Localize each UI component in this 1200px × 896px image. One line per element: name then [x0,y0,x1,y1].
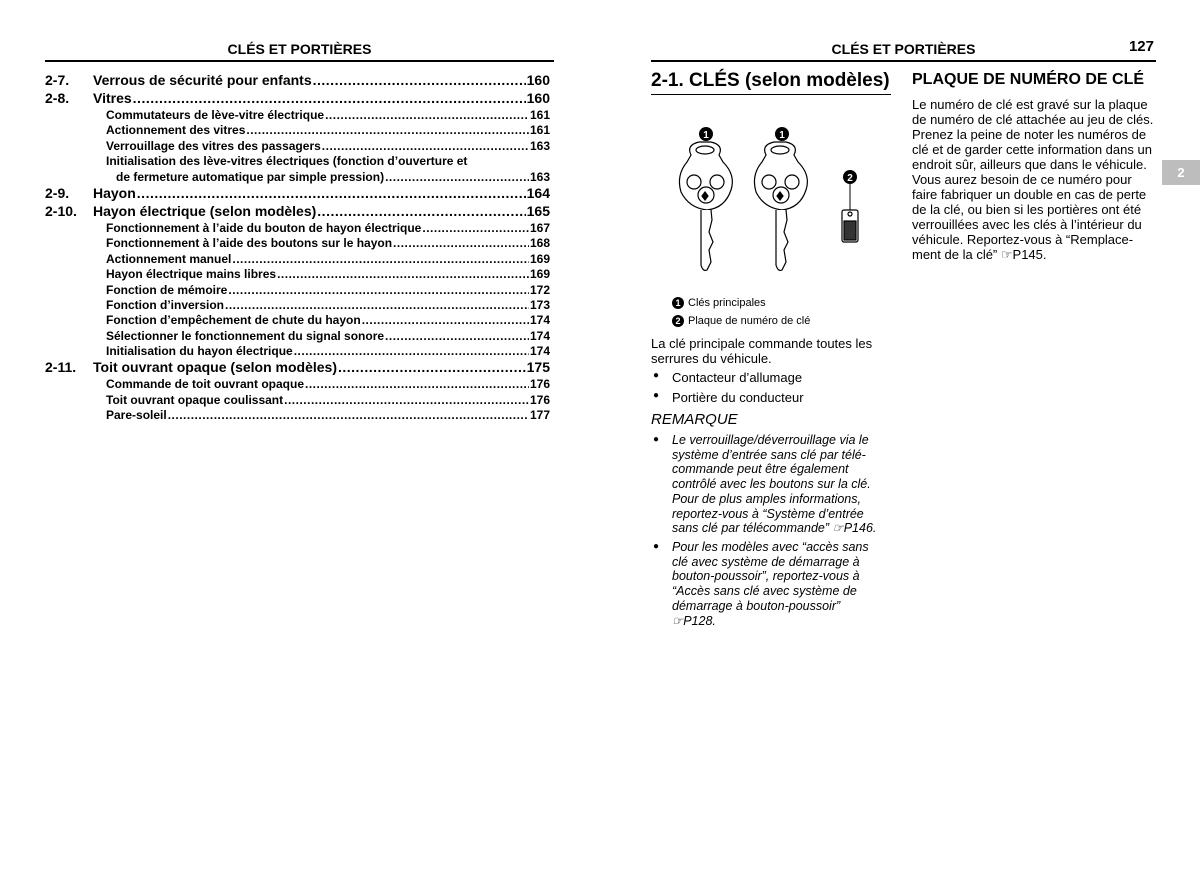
toc-entry-page: 161 [529,123,550,138]
toc-entry-page: 172 [529,282,550,297]
toc-entry-page: 165 [526,202,550,219]
callout-2 [843,170,857,210]
page-number: 127 [1128,38,1154,55]
toc-sub-entry[interactable] [45,344,550,359]
bullet-text: Portière du conducteur [672,390,804,405]
legend-number: 2 [672,315,684,327]
callout-1b [775,127,789,141]
toc-entry-label: Actionnement des vitres [106,123,246,138]
toc-sub-entry[interactable] [45,108,550,123]
main-key-1 [679,142,732,270]
toc-dot-leader [294,344,529,358]
toc-entry-page: 167 [529,220,550,235]
plate-section-text: Le numéro de clé est gravé sur la plaque de numéro de clé attachée au jeu de clés. Prenez la peine de noter les numéros de clé et de garder cette information dans un endroit sûr, ailleurs que dans le véhicule. Vous aurez besoin de ce numéro pour faire fabriquer un double en cas de perte de la clé, ou bien si les portières ont été verrouillées avec les clés à l’intérieur du véhicule. Reportez-vous à “Remplace- ment de la clé” ☞P145. [912,97,1154,262]
toc-chapter-entry[interactable] [45,72,550,90]
callout-1b-label: 1 [779,130,785,141]
toc-entry-page: 163 [529,169,550,184]
toc-entry-page: 175 [526,359,550,376]
toc-entry-label: Fonctionnement à l’aide des boutons sur le hayon [106,236,393,251]
toc-entry-label: Actionnement manuel [106,251,232,266]
remark-item [651,540,896,628]
toc-sub-entry[interactable] [45,236,550,251]
toc-entry-page: 169 [529,251,550,266]
toc-sub-entry[interactable] [45,298,550,313]
toc-dot-leader [225,298,529,312]
toc-dot-leader [385,170,529,184]
legend-item [672,294,810,312]
toc-dot-leader [322,139,529,153]
left-header-title: CLÉS ET PORTIÈRES [227,41,372,57]
toc-dot-leader [133,90,526,106]
toc-entry-label: Hayon électrique (selon modèles) [93,202,317,219]
toc-entry-page: 174 [529,328,550,343]
toc-sub-entry[interactable] [45,408,550,423]
toc-sub-entry[interactable] [45,393,550,408]
toc-dot-leader [232,252,529,266]
toc-entry-page: 164 [526,184,550,201]
toc-entry-page: 163 [529,138,550,153]
toc-entry-page: 176 [529,392,550,407]
toc-entry-number: 2-9. [45,184,70,201]
toc-dot-leader [228,283,529,297]
toc-entry-label: Verrous de sécurité pour enfants [93,72,312,88]
bullet-dot: ● [653,434,660,445]
toc-dot-leader [137,185,526,201]
toc-entry-number: 2-7. [45,72,70,88]
toc-dot-leader [277,267,529,281]
remark-text: Pour les modèles avec “accès sans clé avec système de démarrage à bouton-poussoir”, reportez-vous à “Accès sans clé avec système de démarrage à bouton-poussoir” ☞P128. [672,540,869,628]
intro-paragraph: La clé principale commande toutes les serrures du véhicule. [651,336,873,366]
bullet-item [651,390,804,405]
toc-entry-label: Verrouillage des vitres des passagers [106,138,321,153]
toc-entry-label: Fonctionnement à l’aide du bouton de hayon électrique [106,220,422,235]
toc-entry-label: Commutateurs de lève-vitre électrique [106,108,325,122]
toc-entry-label: Initialisation du hayon électrique [106,344,293,359]
toc-entry-label: Vitres [93,90,132,106]
toc-dot-leader [317,203,525,219]
bullet-text: Contacteur d’allumage [672,370,803,385]
callout-1a [699,127,713,141]
toc-sub-entry[interactable] [45,283,550,298]
legend-text: Clés principales [688,297,766,309]
toc-entry-number: 2-10. [45,202,77,219]
toc-entry-label: Pare-soleil [106,408,167,423]
toc-chapter-entry[interactable] [45,185,550,203]
toc-entry-label: Hayon [93,184,136,201]
legend-number: 1 [672,297,684,309]
toc-dot-leader [284,393,529,407]
section-title: 2-1. CLÉS (selon modèles) [651,70,891,95]
bullet-dot: ● [653,541,660,552]
legend-text: Plaque de numéro de clé [688,315,811,327]
legend-item [672,312,810,330]
toc-entry-label: Hayon électrique mains libres [106,267,277,282]
toc-dot-leader [305,377,529,391]
callout-1a-label: 1 [703,130,709,141]
toc-dot-leader [313,72,526,88]
toc-chapter-entry[interactable] [45,90,550,108]
toc-sub-entry-line: Initialisation des lève-vitres électriques (fonction d’ouverture et [106,154,468,169]
bullet-item [651,370,802,385]
toc-sub-entry[interactable] [45,170,550,185]
right-header-title: CLÉS ET PORTIÈRES [831,41,976,57]
table-of-contents [45,72,550,424]
toc-entry-label: Toit ouvrant opaque (selon modèles) [93,359,337,376]
toc-entry-label: Toit ouvrant opaque coulissant [106,392,284,407]
toc-entry-page: 160 [526,72,550,88]
keys-illustration [651,120,891,295]
bullet-dot: ● [653,370,660,381]
toc-sub-entry[interactable] [45,123,550,138]
toc-entry-label: Commande de toit ouvrant opaque [106,377,305,392]
toc-entry-page: 160 [526,90,550,106]
toc-dot-leader [168,408,529,422]
toc-entry-page: 161 [529,108,550,122]
toc-dot-leader [362,313,529,327]
toc-chapter-entry[interactable] [45,359,550,377]
chapter-tab: 2 [1162,160,1200,185]
plate-section-title: PLAQUE DE NUMÉRO DE CLÉ [912,71,1145,88]
toc-entry-label: Fonction de mémoire [106,282,228,297]
toc-sub-entry[interactable] [45,313,550,328]
remark-item [651,433,896,536]
right-page-header [651,40,1156,62]
toc-entry-page: 169 [529,267,550,282]
toc-entry-page: 177 [529,408,550,423]
remark-title: REMARQUE [651,411,738,428]
toc-entry-number: 2-11. [45,359,77,376]
toc-entry-label: de fermeture automatique par simple pression) [116,169,385,184]
toc-dot-leader [393,236,529,250]
toc-entry-label: Fonction d’empêchement de chute du hayon [106,313,361,328]
remark-text: Le verrouillage/déverrouillage via le système d’entrée sans clé par télé- commande peut être également contrôlé avec les boutons sur la clé. Pour de plus amples informations, reportez-vous à “Système d’entrée sans clé par télécommande” ☞P146. [672,433,877,536]
toc-entry-label: Fonction d’inversion [106,297,225,312]
toc-entry-page: 174 [529,344,550,359]
key-number-plate [842,210,858,242]
toc-dot-leader [325,108,529,122]
toc-sub-entry[interactable] [45,377,550,392]
toc-dot-leader [338,359,526,375]
toc-entry-page: 168 [529,236,550,251]
bullet-dot: ● [653,390,660,401]
toc-sub-entry[interactable] [45,329,550,344]
main-key-2 [754,142,807,270]
toc-entry-page: 173 [529,297,550,312]
toc-entry-number: 2-8. [45,90,70,106]
toc-dot-leader [385,329,529,343]
toc-entry-page: 176 [529,377,550,392]
callout-2-label: 2 [847,173,853,184]
toc-chapter-entry[interactable] [45,203,550,221]
toc-entry-page: 174 [529,313,550,328]
toc-entry-label: Sélectionner le fonctionnement du signal sonore [106,328,385,343]
illustration-legend [672,294,810,330]
toc-dot-leader [246,123,529,137]
left-page-header [45,40,554,62]
toc-sub-entry[interactable] [45,221,550,236]
toc-sub-entry[interactable] [45,139,550,154]
toc-sub-entry[interactable] [45,252,550,267]
toc-sub-entry[interactable] [45,267,550,282]
toc-dot-leader [422,221,529,235]
